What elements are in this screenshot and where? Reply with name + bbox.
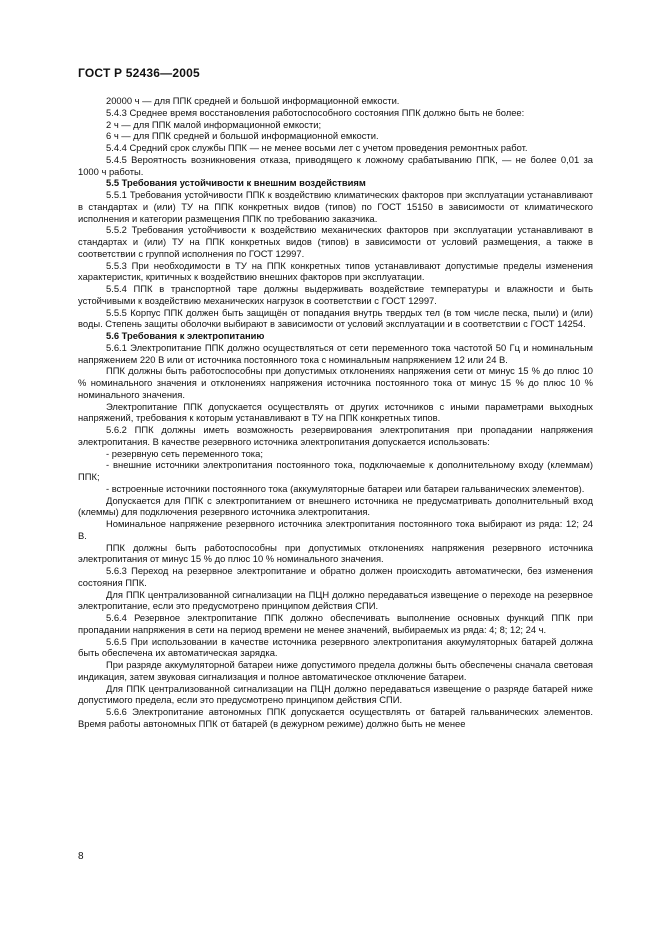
paragraph: Для ППК централизованной сигнализации на ПЦН должно передаваться извещение о разряде батарей ниже допустимого предела, если это предусмотрено принципом действия СПИ. <box>78 682 593 706</box>
paragraph: 5.6.5 При использовании в качестве источника резервного электропитания аккумуляторных батарей должна быть обеспечена их автоматическая зарядка. <box>78 635 593 659</box>
paragraph: Номинальное напряжение резервного источника электропитания постоянного тока выбирают из ряда: 12; 24 В. <box>78 518 593 541</box>
paragraph: 5.5.1 Требования устойчивости ППК к воздействию климатических факторов при эксплуатации устанавливают в стандартах и (или) ТУ на ППК конкретных видов (типов) по ГОСТ 15150 в зависимости от климатического исполнения и категории размещения ППК по требованию заказчика. <box>78 189 593 224</box>
document-header: ГОСТ Р 52436—2005 <box>78 66 200 80</box>
paragraph: Допускается для ППК с электропитанием от внешнего источника не предусматривать дополнительный вход (клеммы) для подключения резервного источника электропитания. <box>78 494 593 518</box>
paragraph: При разряде аккумуляторной батареи ниже допустимого предела должны быть обеспечены сначала световая индикация, затем звуковая сигнализация и полное автоматическое отключение батареи. <box>78 659 593 682</box>
document-body <box>78 95 593 730</box>
page-number: 8 <box>78 851 84 862</box>
section-heading: 5.5 Требования устойчивости к внешним воздействиям <box>106 177 366 189</box>
paragraph: - встроенные источники постоянного тока (аккумуляторные батареи или батареи гальванических элементов). <box>106 482 585 494</box>
paragraph: 5.5.2 Требования устойчивости к воздействию механических факторов при эксплуатации устанавливают в стандартах и (или) ТУ на ППК конкретных видов (типов) в зависимости от условий размещения, а также в соответствии с группой исполнения по ГОСТ 12997. <box>78 224 593 259</box>
paragraph: - внешние источники электропитания постоянного тока, подключаемые к дополнительному входу (клеммам) ППК; <box>78 459 593 482</box>
paragraph: 5.6.4 Резервное электропитание ППК должно обеспечивать выполнение основных функций ППК при пропадании напряжения в сети на период времени не менее значений, выбираемых из ряда: 4; 8; 12; 24 ч. <box>78 612 593 635</box>
paragraph: 5.6.6 Электропитание автономных ППК допускается осуществлять от батарей гальванических элементов. Время работы автономных ППК от батарей (в дежурном режиме) должно быть не менее <box>78 706 593 729</box>
paragraph: 5.4.4 Средний срок службы ППК — не менее восьми лет с учетом проведения ремонтных работ. <box>106 142 528 153</box>
paragraph: Электропитание ППК допускается осуществлять от других источников с иными параметрами выходных напряжений, требования к которым устанавливают в ТУ на ППК конкретных типов. <box>78 400 593 424</box>
paragraph: 5.5.4 ППК в транспортной таре должны выдерживать воздействие температуры и влажности и быть устойчивыми к воздействию механических нагрузок в соответствии с ГОСТ 12997. <box>78 283 593 306</box>
paragraph: 20000 ч — для ППК средней и большой информационной емкости. <box>106 95 400 106</box>
paragraph: 2 ч — для ППК малой информационной емкости; <box>106 118 322 130</box>
paragraph: 5.4.3 Среднее время восстановления работоспособного состояния ППК должно быть не более: <box>106 106 525 118</box>
paragraph: 5.6.1 Электропитание ППК должно осуществляться от сети переменного тока частотой 50 Гц и номинальным напряжением 220 В или от источника постоянного тока с номинальным напряжением 12 или 24 В. <box>78 341 593 365</box>
paragraph: Для ППК централизованной сигнализации на ПЦН должно передаваться извещение о переходе на резервное электропитание, если это предусмотрено принципом действия СПИ. <box>78 588 593 612</box>
paragraph: 5.6.2 ППК должны иметь возможность резервирования электропитания при пропадании напряжения электропитания. В качестве резервного источника электропитания допускается использовать: <box>78 424 593 447</box>
paragraph: 5.5.5 Корпус ППК должен быть защищён от попадания внутрь твердых тел (в том числе песка, пыли) и (или) воды. Степень защиты оболочки выбирают в зависимости от условий эксплуатации и в соответствии с ГОСТ 14254. <box>78 306 593 330</box>
paragraph: ППК должны быть работоспособны при допустимых отклонениях напряжения резервного источника электропитания от минус 15 % до плюс 10 % номинального значения. <box>78 541 593 565</box>
section-heading: 5.6 Требования к электропитанию <box>106 330 265 341</box>
paragraph: 5.5.3 При необходимости в ТУ на ППК конкретных типов устанавливают допустимые пределы изменения характеристик, критичных к воздействию внешних факторов при эксплуатации. <box>78 259 593 283</box>
paragraph: 6 ч — для ППК средней и большой информационной емкости. <box>106 130 379 142</box>
paragraph: 5.4.5 Вероятность возникновения отказа, приводящего к ложному срабатыванию ППК, — не более 0,01 за 1000 ч работы. <box>78 153 593 177</box>
paragraph: ППК должны быть работоспособны при допустимых отклонениях напряжения сети от минус 15 % до плюс 10 % номинального значения и отклонениях напряжения источника постоянного тока от минус 15 % до плюс 10 % номинального значения. <box>78 365 593 400</box>
paragraph: - резервную сеть переменного тока; <box>106 447 263 459</box>
paragraph: 5.6.3 Переход на резервное электропитание и обратно должен происходить автоматически, без изменения состояния ППК. <box>78 565 593 588</box>
